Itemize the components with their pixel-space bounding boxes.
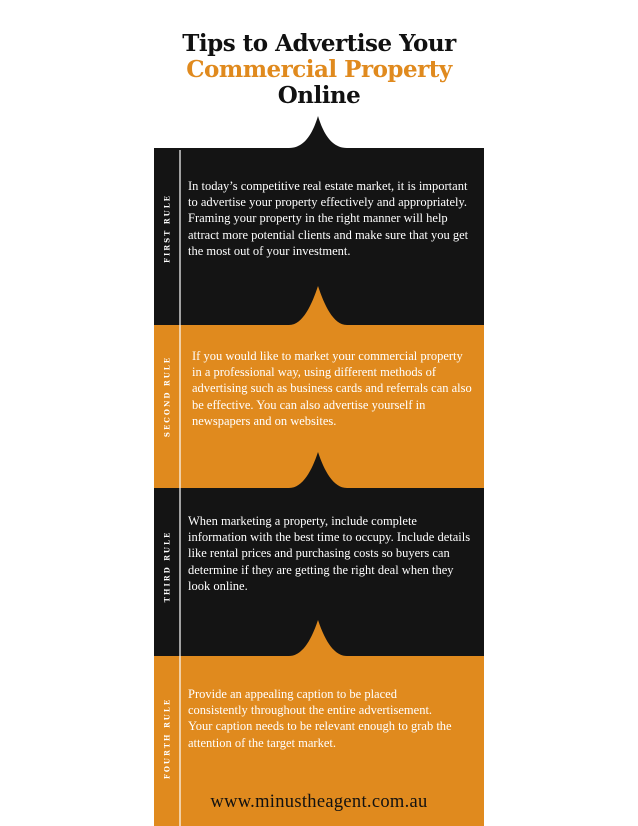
rule-text-fourth: Provide an appealing caption to be placed consistently throughout the entire advertisement. Your caption needs to be relevant enough to grab the attention of the target market.: [188, 687, 452, 750]
title-line-3: Online: [277, 82, 361, 109]
rule-label-third: THIRD RULE: [162, 530, 172, 603]
title-line-2: Commercial Property: [186, 56, 452, 83]
rule-text-third: When marketing a property, include complete information with the best time to occupy. Include details like rental prices and purchasing costs so buyers can determine if they are getting the right deal when they look online.: [188, 514, 471, 593]
rule-text-second: If you would like to market your commercial property in a professional way, using different methods of advertising such as business cards and referrals can also be effective. You can also advertise yourself in newspapers and on websites.: [192, 349, 472, 428]
footer-url[interactable]: www.minustheagent.com.au: [210, 792, 428, 812]
rule-label-second: SECOND RULE: [162, 355, 172, 438]
rule-text-first: In today’s competitive real estate market, it is important to advertise your property effectively and appropriately. Framing your property in the right manner will help attract more potential clients and make sure that you get the most out of your investment.: [188, 179, 469, 258]
title-line-1: Tips to Advertise Your: [182, 30, 456, 57]
rule-label-fourth: FOURTH RULE: [162, 697, 172, 780]
rule-label-first: FIRST RULE: [162, 194, 172, 263]
